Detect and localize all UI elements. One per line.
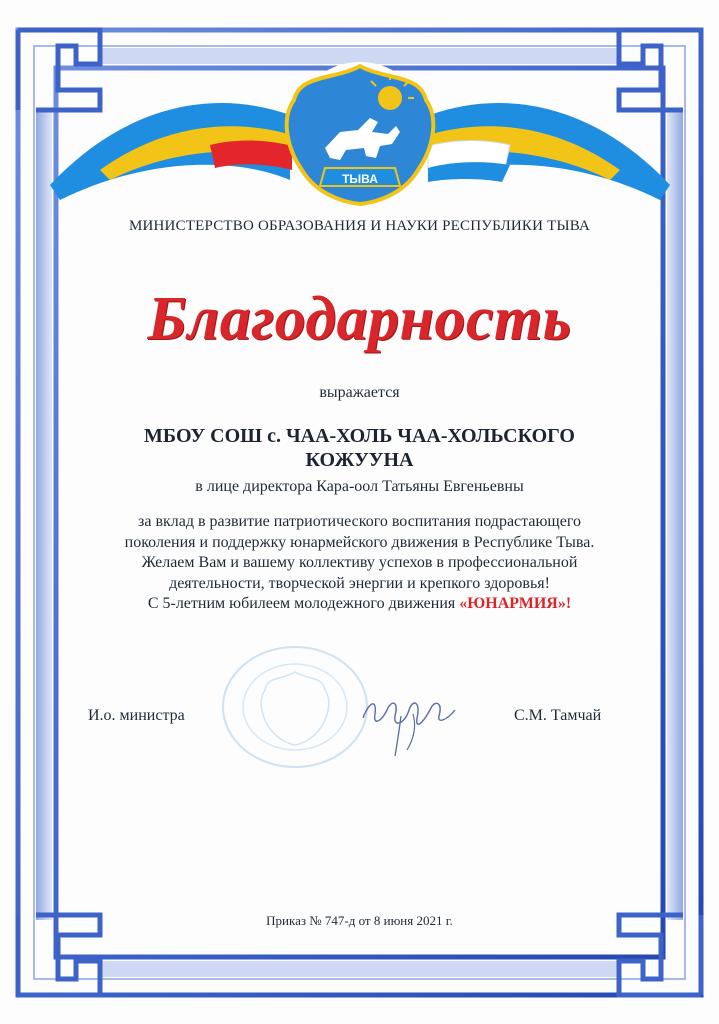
ministry-name: МИНИСТЕРСТВО ОБРАЗОВАНИЯ И НАУКИ РЕСПУБЛИКИ ТЫВА bbox=[128, 218, 591, 234]
body-line-3: Желаем Вам и вашему коллективу успехов в профессиональной bbox=[141, 554, 578, 571]
recipient-organization bbox=[90, 424, 629, 472]
organization-line-1: МБОУ СОШ с. ЧАА-ХОЛЬ ЧАА-ХОЛЬСКОГО bbox=[144, 425, 575, 447]
signer-position: И.о. министра bbox=[88, 707, 185, 724]
body-line-2: поколения и поддержку юнармейского движения в Республике Тыва. bbox=[124, 533, 595, 551]
body-line-4: деятельности, творческой энергии и крепкого здоровья! bbox=[169, 574, 550, 592]
body-line-1: за вклад в развитие патриотического воспитания подрастающего bbox=[138, 513, 581, 530]
tuva-emblem bbox=[40, 60, 680, 210]
gratitude-text bbox=[60, 512, 659, 615]
official-stamp bbox=[215, 642, 375, 772]
handwritten-signature bbox=[355, 680, 465, 760]
director-line: в лице директора Кара-оол Татьяны Евгеньевны bbox=[195, 478, 524, 495]
body-line-5 bbox=[60, 594, 659, 615]
yunarmiya-highlight: «ЮНАРМИЯ»! bbox=[459, 595, 572, 612]
emblem-label: ТЫВА bbox=[342, 172, 378, 186]
order-reference: Приказ № 747-д от 8 июня 2021 г. bbox=[266, 913, 453, 928]
body-line-5-text: С 5-летним юбилеем молодежного движения bbox=[147, 595, 456, 612]
organization-line-2: КОЖУУНА bbox=[305, 449, 414, 471]
signer-name: С.М. Тамчай bbox=[514, 707, 602, 724]
expressed-text: выражается bbox=[319, 384, 400, 401]
certificate-title: Благодарность bbox=[147, 285, 572, 353]
